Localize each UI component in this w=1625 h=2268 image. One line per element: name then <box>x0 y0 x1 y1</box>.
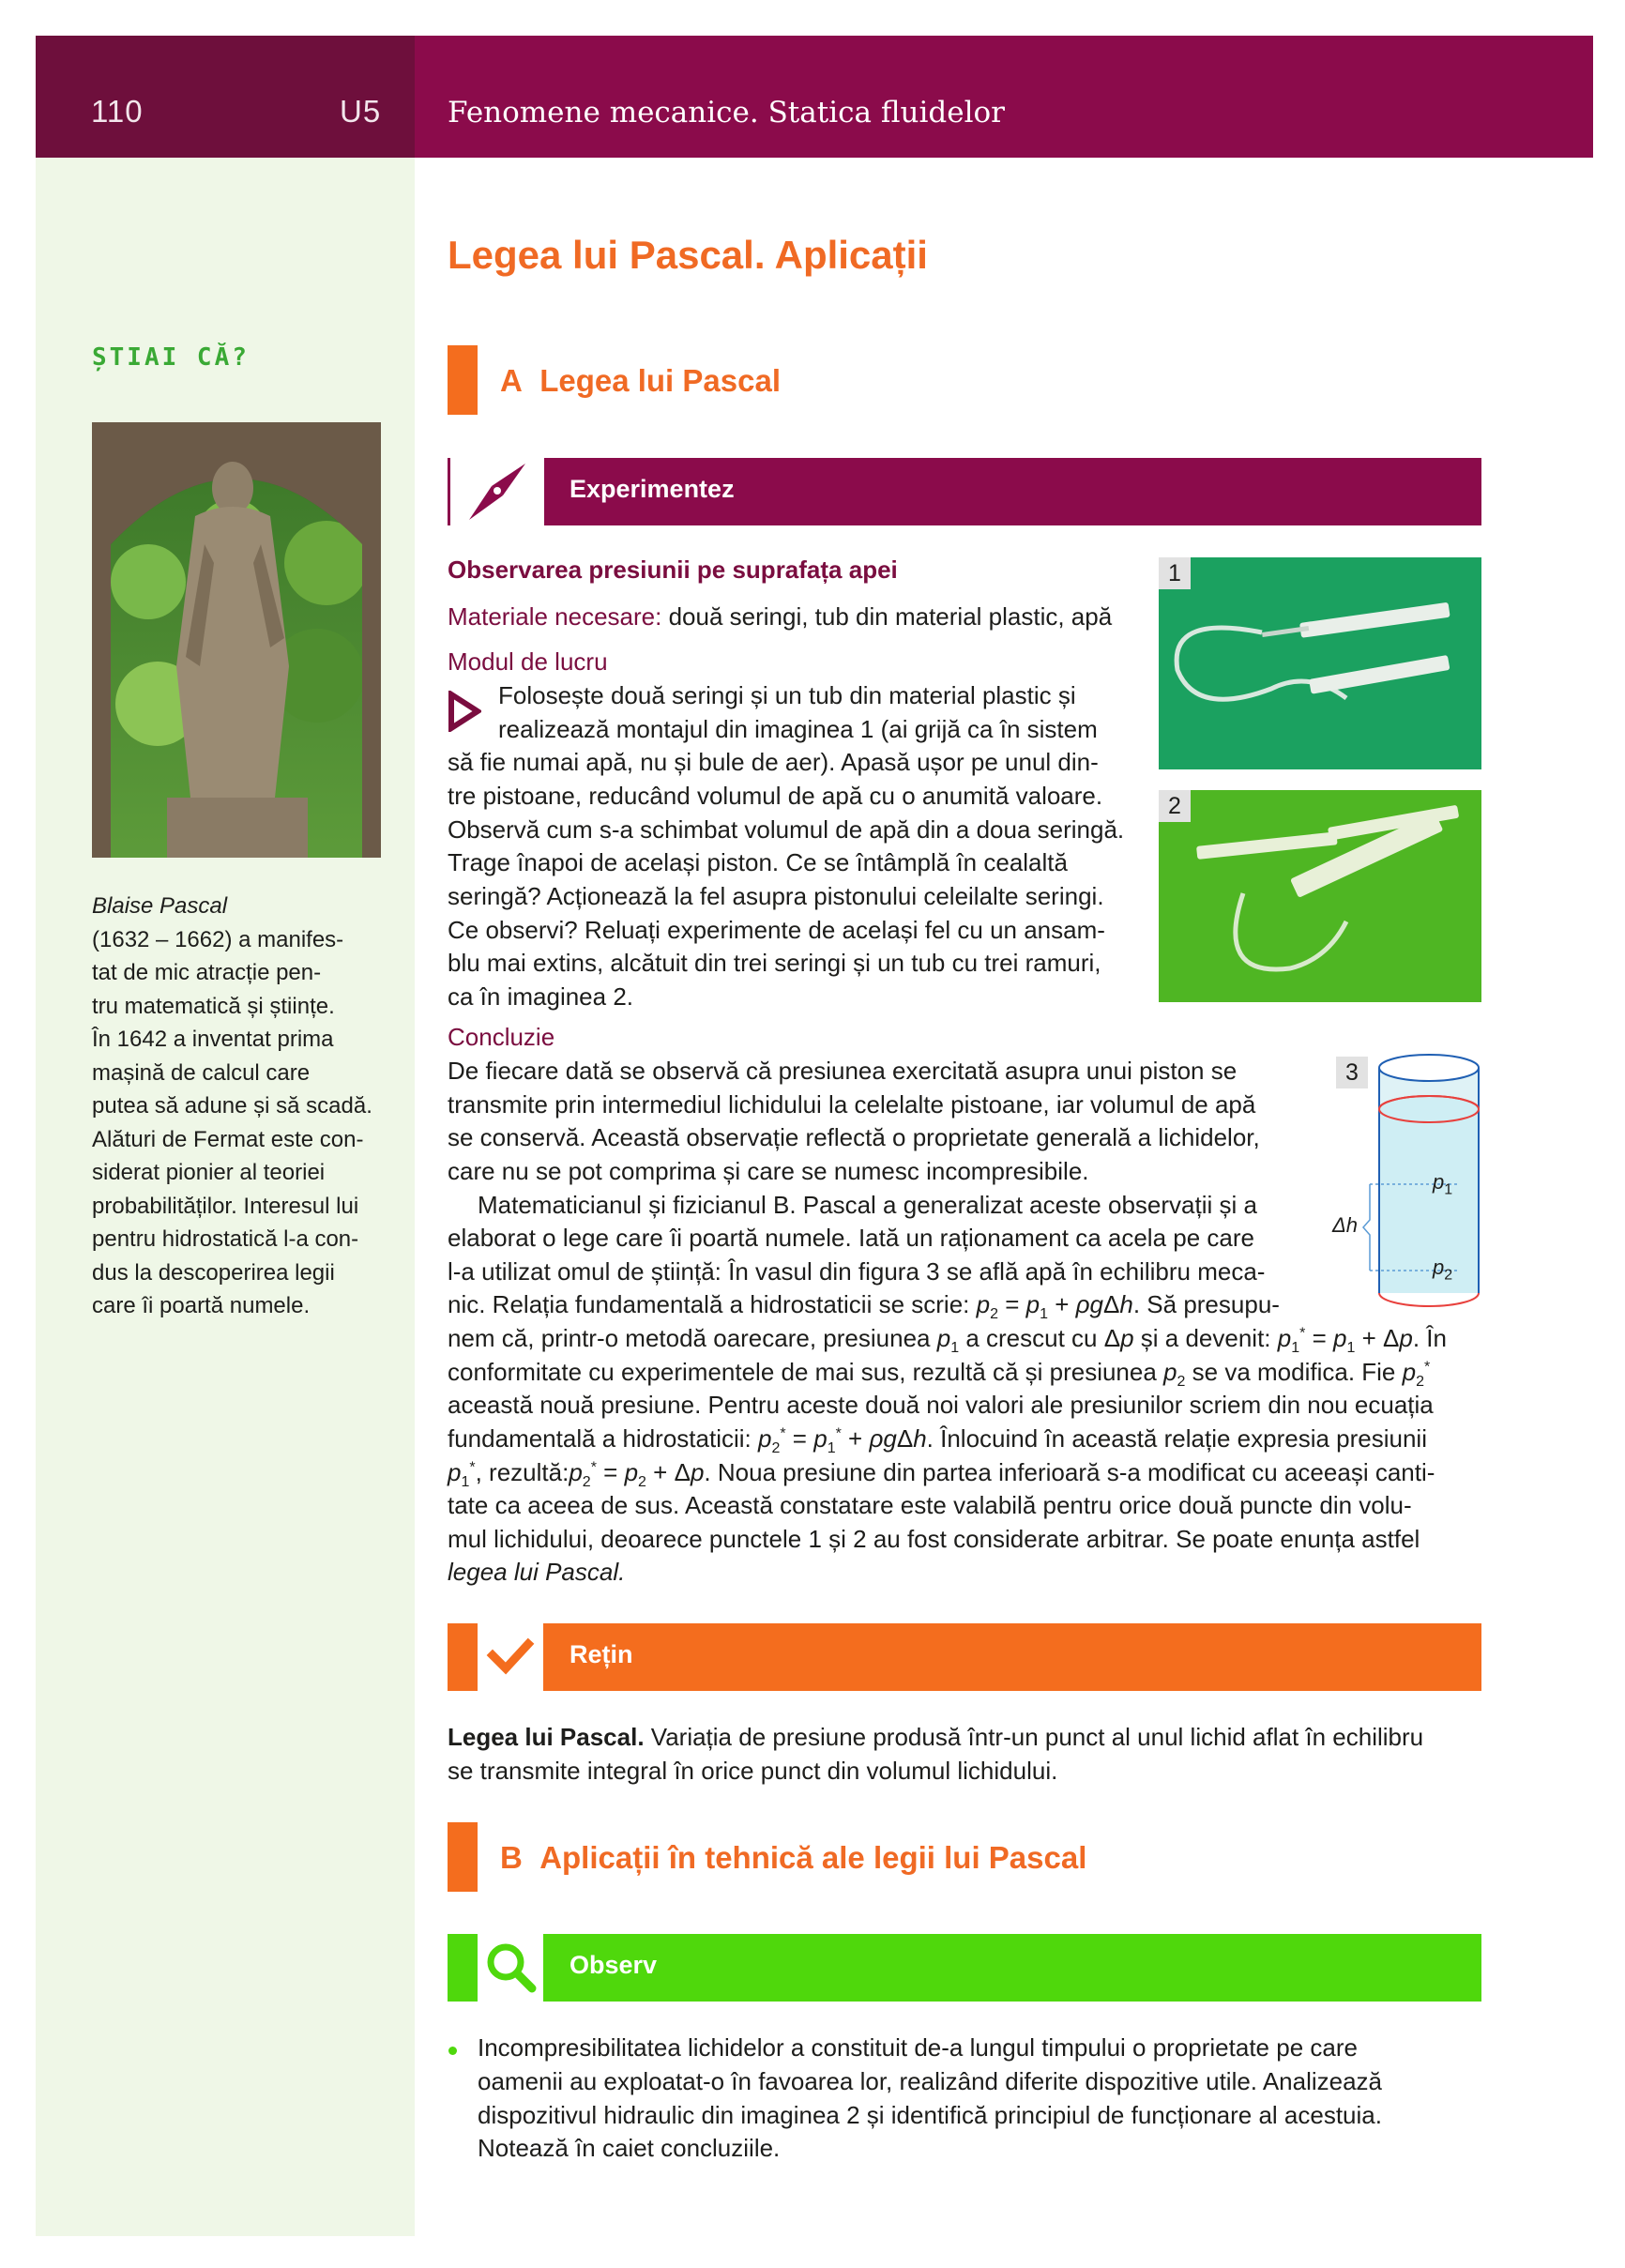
bullet-line: Incompresibilitatea lichidelor a constituit de-a lungul timpului o proprietate pe care <box>478 2033 1358 2062</box>
method-line: Folosește două seringi și un tub din material plastic și <box>498 681 1076 709</box>
retin-icon-box <box>478 1623 543 1691</box>
figure-3-vessel <box>1318 1051 1487 1314</box>
p2-subscript: 2 <box>1444 1267 1453 1284</box>
method-line: să fie numai apă, nu și bule de aer). Apasă ușor pe unul din- <box>448 748 1099 776</box>
section-a-heading <box>500 363 781 399</box>
section-a-title: Legea lui Pascal <box>539 363 781 398</box>
method-line: tre pistoane, reducând volumul de apă cu o anumită valoare. <box>448 782 1103 810</box>
text-fragment: . Înlocuind în această relație expresia presiunii <box>926 1424 1427 1453</box>
caption-line: tru matematică și științe. <box>92 993 335 1019</box>
bullet-line: oamenii au exploatat-o în favoarea lor, realizând diferite dispozitive utile. Analizează <box>478 2067 1383 2095</box>
conclusion-line: mul lichidului, deoarece punctele 1 și 2 au fost considerate arbitrar. Se poate enunța astfel <box>448 1525 1420 1553</box>
experiment-title: Observarea presiunii pe suprafața apei <box>448 556 898 584</box>
photo-1-number: 1 <box>1159 557 1191 589</box>
text-fragment: fundamentală a hidrostaticii: <box>448 1424 758 1453</box>
caption-line: probabilităților. Interesul lui <box>92 1193 359 1219</box>
bullet-line: dispozitivul hidraulic din imaginea 2 și identifică principiul de funcționare al acestuia. <box>478 2101 1382 2129</box>
figure-3-p1-label <box>1433 1165 1452 1199</box>
text-fragment: a crescut cu <box>959 1324 1104 1352</box>
section-b-marker <box>448 1822 478 1892</box>
conclusion-line: se conservă. Această observație reflectă o proprietate generală a lichidelor, <box>448 1123 1260 1151</box>
caption-line: În 1642 a inventat prima <box>92 1027 334 1052</box>
unit-label: U5 <box>340 94 382 129</box>
p1-symbol: p <box>1433 1170 1445 1194</box>
conclusion-line: Matematicianul și fizicianul B. Pascal a generalizat aceste observații și a <box>478 1191 1257 1219</box>
text-fragment: . Noua presiune din partea inferioară s-a modificat cu aceeași canti- <box>704 1458 1435 1486</box>
caption-line: mașină de calcul care <box>92 1059 311 1086</box>
text-fragment: . Să presupu- <box>1132 1290 1280 1318</box>
method-line: realizează montajul din imaginea 1 (ai grijă ca în sistem <box>498 715 1098 743</box>
section-b-letter: B <box>500 1840 523 1875</box>
syringes-photo-2 <box>1159 790 1481 1002</box>
law-line <box>448 1721 1423 1755</box>
materials-text: două seringi, tub din material plastic, apă <box>661 602 1113 631</box>
method-line: blu mai extins, alcătuit din trei seringi și un tub cu trei ramuri, <box>448 949 1101 977</box>
conclusion-line: l-a utilizat omul de știință: În vasul din figura 3 se află apă în echilibru meca- <box>448 1257 1266 1286</box>
conclusion-line: conformitate cu experimentele de mai sus, rezultă că și presiunea $p_2$ se va modifica. Fie $p_2^*$ <box>448 1358 1431 1391</box>
law-text: Variația de presiune produsă într-un punct al unul lichid aflat în echilibru <box>644 1723 1424 1751</box>
conclusion-line: $p_1^*$, $rezultă:p_2^* = p_2 + \Delta p$. Noua presiune din partea inferioară s-a modificat cu aceeași canti- <box>448 1458 1435 1491</box>
bullet-line: Notează în caiet concluziile. <box>478 2134 781 2162</box>
caption-line: putea să adune și să scadă. <box>92 1093 372 1119</box>
materials-line <box>448 601 1112 634</box>
method-line: seringă? Acționează la fel asupra pistonului celeilalte seringi. <box>448 882 1104 910</box>
syringes-photo-1 <box>1159 557 1481 769</box>
retin-label: Rețin <box>570 1640 633 1668</box>
conclusion-line: legea lui Pascal. <box>448 1558 626 1586</box>
text-fragment: conformitate cu experimentele de mai sus, rezultă că și presiunea <box>448 1358 1164 1386</box>
text-fragment: nic. Relația fundamentală a hidrostaticii se scrie: <box>448 1290 977 1318</box>
figure-3-p2-label <box>1433 1251 1452 1285</box>
conclusion-line: nic. Relația fundamentală a hidrostaticii se scrie: $p_2 = p_1 + \rho g\Delta h$. Să presupu- <box>448 1290 1280 1323</box>
magnifier-icon <box>478 1934 543 2002</box>
conclusion-label: Concluzie <box>448 1023 555 1051</box>
conclusion-line: elaborat o lege care îi poartă numele. Iată un raționament ca acela pe care <box>448 1224 1254 1252</box>
caption-line: (1632 – 1662) a manifes- <box>92 926 344 952</box>
pascal-statue-image <box>92 422 381 858</box>
conclusion-line: această nouă presiune. Pentru aceste două noi valori ale presiunilor scriem din nou ecuația <box>448 1391 1434 1419</box>
method-line: Observă cum s-a schimbat volumul de apă din a doua seringă. <box>448 815 1125 844</box>
section-a-letter: A <box>500 363 523 398</box>
text-fragment: nem că, printr-o metodă oarecare, presiunea <box>448 1324 937 1352</box>
law-line: se transmite integral în orice punct din volumul lichidului. <box>448 1757 1058 1785</box>
method-label: Modul de lucru <box>448 647 608 676</box>
bullet-dot <box>448 2047 457 2055</box>
checkmark-icon <box>478 1623 543 1691</box>
figure-3-number: 3 <box>1336 1057 1368 1088</box>
conclusion-line: tate ca aceea de sus. Această constatare este valabilă pentru orice două puncte din volu- <box>448 1491 1412 1519</box>
caption-line: care îi poartă numele. <box>92 1293 311 1318</box>
compass-icon <box>450 458 544 525</box>
materials-label: Materiale necesare: <box>448 602 662 631</box>
section-b-heading <box>500 1840 1086 1876</box>
p2-symbol: p <box>1433 1256 1445 1279</box>
p1-subscript: 1 <box>1444 1181 1453 1198</box>
method-line: Ce observi? Reluați experimente de același fel cu un ansam- <box>448 916 1105 944</box>
sidebar-caption <box>92 890 392 1323</box>
caption-name: Blaise Pascal <box>92 893 228 919</box>
conclusion-line: De fiecare dată se observă că presiunea exercitată asupra unui piston se <box>448 1057 1238 1085</box>
caption-line: pentru hidrostatică l-a con- <box>92 1226 359 1252</box>
method-line: Trage înapoi de același piston. Ce se întâmplă în cealaltă <box>448 848 1068 876</box>
experiment-label: Experimentez <box>570 475 735 503</box>
sidebar-heading: ȘTIAI CĂ? <box>92 343 250 372</box>
observ-icon-box <box>478 1934 543 2002</box>
experiment-icon-box <box>450 458 544 525</box>
text-fragment: . În <box>1412 1324 1447 1352</box>
play-triangle-icon <box>448 691 481 737</box>
conclusion-line: care nu se pot comprima și care se numesc incompresibile. <box>448 1157 1089 1185</box>
page-number: 110 <box>91 94 144 129</box>
observ-label: Observ <box>570 1951 658 1979</box>
method-line: ca în imaginea 2. <box>448 982 634 1011</box>
text-fragment: , rezultă: <box>475 1458 570 1486</box>
caption-line: siderat pionier al teoriei <box>92 1160 326 1185</box>
page-title: Legea lui Pascal. Aplicații <box>448 233 928 277</box>
law-title: Legea lui Pascal. <box>448 1723 645 1751</box>
section-a-marker <box>448 345 478 415</box>
chapter-title: Fenomene mecanice. Statica fluidelor <box>448 96 1005 129</box>
text-fragment: și a devenit: <box>1133 1324 1278 1352</box>
section-b-title: Aplicații în tehnică ale legii lui Pascal <box>539 1840 1087 1875</box>
conclusion-line: transmite prin intermediul lichidului la celelalte pistoane, iar volumul de apă <box>448 1090 1256 1119</box>
figure-3-dh-label: Δh <box>1332 1213 1358 1237</box>
conclusion-line: nem că, printr-o metodă oarecare, presiunea $p_1$ a crescut cu Δp și a devenit: $p_1^* = p_1 + \Delta p$. În <box>448 1324 1447 1357</box>
photo-2-number: 2 <box>1159 790 1191 822</box>
caption-line: dus la descoperirea legii <box>92 1259 335 1286</box>
text-fragment: se va modifica. Fie <box>1185 1358 1403 1386</box>
caption-line: Alături de Fermat este con- <box>92 1126 364 1152</box>
conclusion-line: fundamentală a hidrostaticii: $p_2^* = p_1^* + \rho g\Delta h$. Înlocuind în această relație expresia presiunii <box>448 1424 1427 1457</box>
caption-line: tat de mic atracție pen- <box>92 960 322 985</box>
